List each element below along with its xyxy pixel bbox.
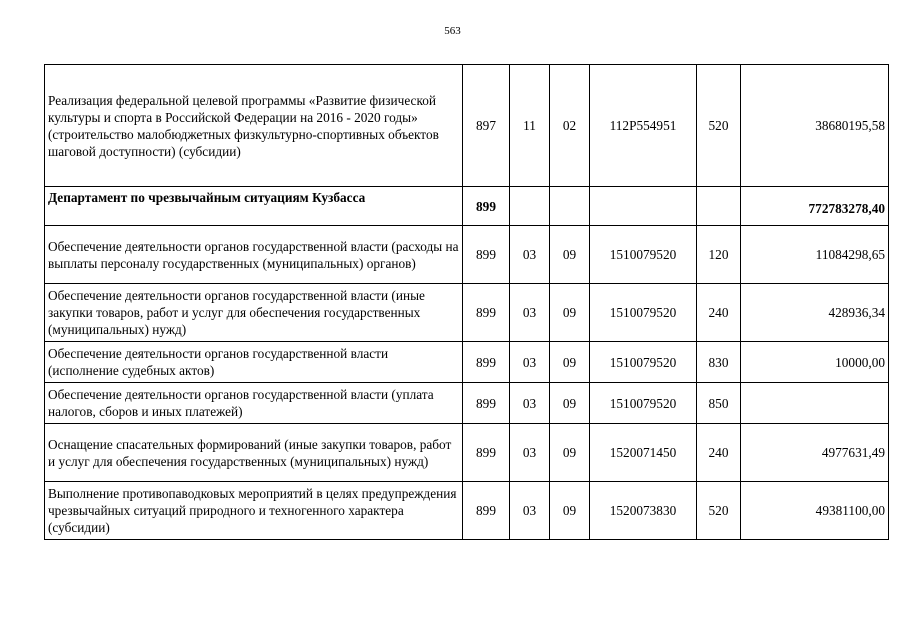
section-code: 11 (510, 65, 550, 187)
row-description: Реализация федеральной целевой программы «Развитие физической культуры и спорта в Российской Федерации на 2016 - 2020 годы» (строительство малобюджетных физкультурно-спортивных объектов шаговой доступности) (субсидии) (45, 65, 463, 187)
ministry-code: 899 (463, 342, 510, 383)
target-article-code: 1510079520 (590, 226, 697, 284)
target-article-code (590, 187, 697, 226)
row-description: Департамент по чрезвычайным ситуациям Кузбасса (45, 187, 463, 226)
subsection-code: 02 (550, 65, 590, 187)
section-code: 03 (510, 383, 550, 424)
target-article-code: 1520073830 (590, 482, 697, 540)
amount-value: 428936,34 (741, 284, 889, 342)
target-article-code: 1510079520 (590, 342, 697, 383)
row-description: Обеспечение деятельности органов государственной власти (иные закупки товаров, работ и услуг для обеспечения государственных (муниципальных) нужд) (45, 284, 463, 342)
ministry-code: 899 (463, 226, 510, 284)
ministry-code: 899 (463, 383, 510, 424)
expense-type-code: 850 (697, 383, 741, 424)
budget-table (44, 64, 889, 540)
expense-type-code: 240 (697, 284, 741, 342)
section-code (510, 187, 550, 226)
row-description: Выполнение противопаводковых мероприятий в целях предупреждения чрезвычайных ситуаций природного и техногенного характера (субсидии) (45, 482, 463, 540)
target-article-code: 1510079520 (590, 383, 697, 424)
ministry-code: 899 (463, 284, 510, 342)
expense-type-code: 240 (697, 424, 741, 482)
subsection-code: 09 (550, 284, 590, 342)
subsection-code (550, 187, 590, 226)
ministry-code: 897 (463, 65, 510, 187)
expense-type-code: 120 (697, 226, 741, 284)
table-row (45, 284, 889, 342)
amount-value: 38680195,58 (741, 65, 889, 187)
target-article-code: 1510079520 (590, 284, 697, 342)
page-number: 563 (444, 25, 461, 37)
ministry-code: 899 (463, 424, 510, 482)
table-row (45, 383, 889, 424)
table-row (45, 187, 889, 226)
table-row (45, 65, 889, 187)
ministry-code: 899 (463, 482, 510, 540)
target-article-code: 1520071450 (590, 424, 697, 482)
expense-type-code: 830 (697, 342, 741, 383)
amount-value: 49381100,00 (741, 482, 889, 540)
section-code: 03 (510, 226, 550, 284)
row-description: Оснащение спасательных формирований (иные закупки товаров, работ и услуг для обеспечения государственных (муниципальных) нужд) (45, 424, 463, 482)
table-body (45, 65, 889, 540)
table-row (45, 424, 889, 482)
row-description: Обеспечение деятельности органов государственной власти (исполнение судебных актов) (45, 342, 463, 383)
subsection-code: 09 (550, 226, 590, 284)
section-code: 03 (510, 342, 550, 383)
target-article-code: 112P554951 (590, 65, 697, 187)
expense-type-code (697, 187, 741, 226)
amount-value: 11084298,65 (741, 226, 889, 284)
section-code: 03 (510, 482, 550, 540)
amount-value: 10000,00 (741, 342, 889, 383)
table-row (45, 342, 889, 383)
amount-value: 4977631,49 (741, 424, 889, 482)
subsection-code: 09 (550, 482, 590, 540)
subsection-code: 09 (550, 424, 590, 482)
ministry-code: 899 (463, 187, 510, 226)
amount-value: 772783278,40 (741, 187, 889, 226)
expense-type-code: 520 (697, 482, 741, 540)
section-code: 03 (510, 284, 550, 342)
amount-value (741, 383, 889, 424)
table-row (45, 482, 889, 540)
subsection-code: 09 (550, 383, 590, 424)
table-row (45, 226, 889, 284)
section-code: 03 (510, 424, 550, 482)
row-description: Обеспечение деятельности органов государственной власти (уплата налогов, сборов и иных платежей) (45, 383, 463, 424)
row-description: Обеспечение деятельности органов государственной власти (расходы на выплаты персоналу государственных (муниципальных) органов) (45, 226, 463, 284)
subsection-code: 09 (550, 342, 590, 383)
expense-type-code: 520 (697, 65, 741, 187)
